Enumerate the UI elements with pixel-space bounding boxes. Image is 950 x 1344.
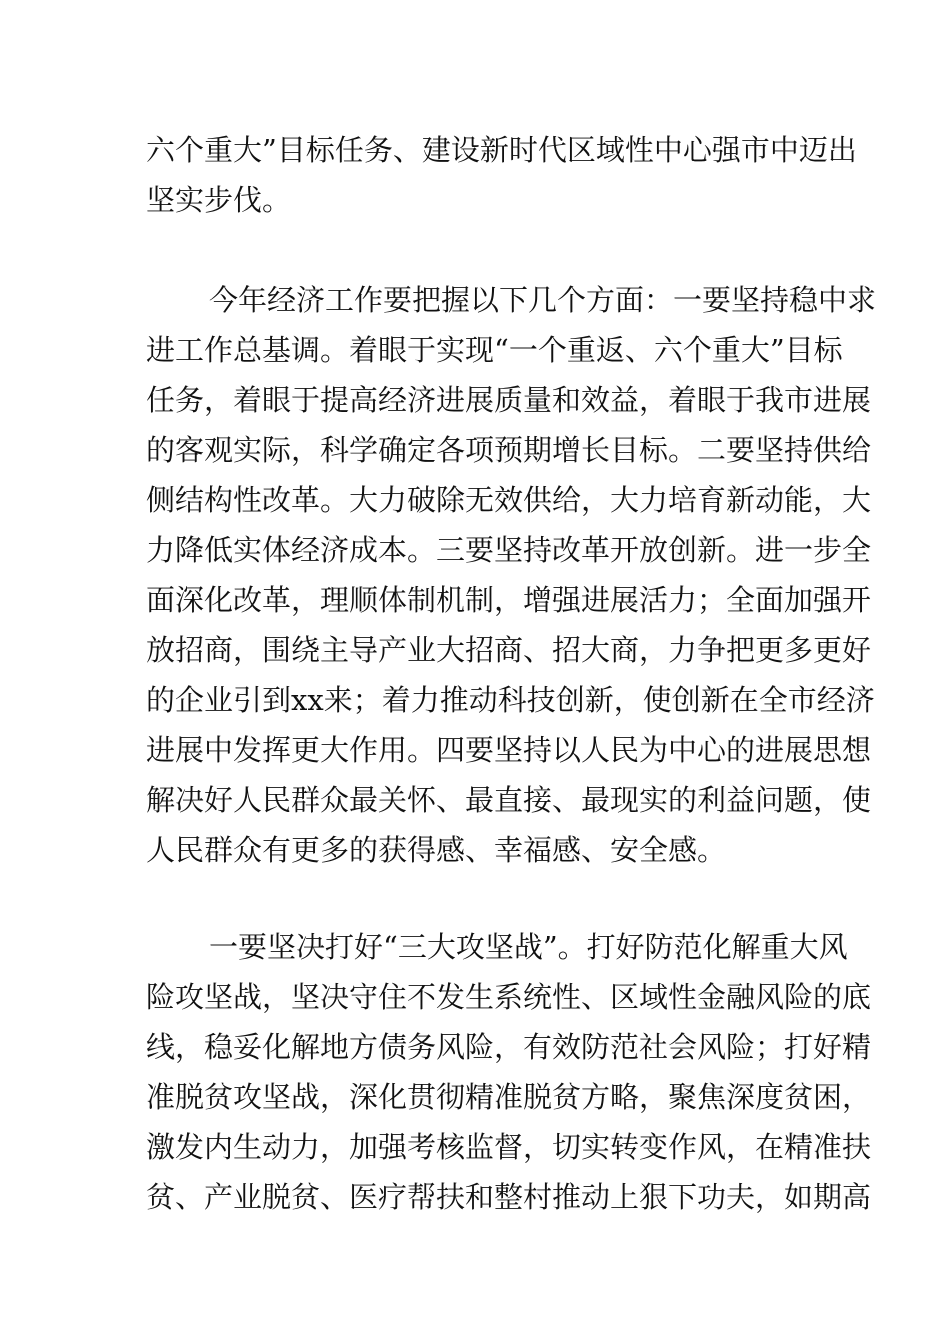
text-line: 坚实步伐。 [146, 183, 292, 217]
text-line: 险攻坚战，坚决守住不发生系统性、区域性金融风险的底 [146, 980, 872, 1014]
text-line: 任务，着眼于提高经济进展质量和效益，着眼于我市进展 [146, 383, 872, 417]
text-line: 侧结构性改革。大力破除无效供给，大力培育新动能，大 [146, 483, 872, 517]
text-line: 进工作总基调。着眼于实现“一个重返、六个重大”目标 [146, 333, 843, 367]
text-line: 解决好人民群众最关怀、最直接、最现实的利益问题，使 [146, 783, 872, 817]
text-line: 六个重大”目标任务、建设新时代区域性中心强市中迈出 [146, 133, 857, 167]
text-line: 的企业引到xx来；着力推动科技创新，使创新在全市经济 [146, 683, 875, 717]
text-line: 今年经济工作要把握以下几个方面：一要坚持稳中求 [209, 283, 877, 317]
text-line: 贫、产业脱贫、医疗帮扶和整村推动上狠下功夫，如期高 [146, 1180, 872, 1214]
text-line: 进展中发挥更大作用。四要坚持以人民为中心的进展思想 [146, 733, 872, 767]
text-line: 准脱贫攻坚战，深化贯彻精准脱贫方略，聚焦深度贫困， [146, 1080, 872, 1114]
text-line: 激发内生动力，加强考核监督，切实转变作风，在精准扶 [146, 1130, 872, 1164]
text-line: 一要坚决打好“三大攻坚战”。打好防范化解重大风 [209, 930, 848, 964]
text-line: 面深化改革，理顺体制机制，增强进展活力；全面加强开 [146, 583, 872, 617]
text-line: 人民群众有更多的获得感、幸福感、安全感。 [146, 833, 727, 867]
text-line: 力降低实体经济成本。三要坚持改革开放创新。进一步全 [146, 533, 872, 567]
text-line: 的客观实际，科学确定各项预期增长目标。二要坚持供给 [146, 433, 872, 467]
text-line: 放招商，围绕主导产业大招商、招大商，力争把更多更好 [146, 633, 872, 667]
text-line: 线，稳妥化解地方债务风险，有效防范社会风险；打好精 [146, 1030, 872, 1064]
